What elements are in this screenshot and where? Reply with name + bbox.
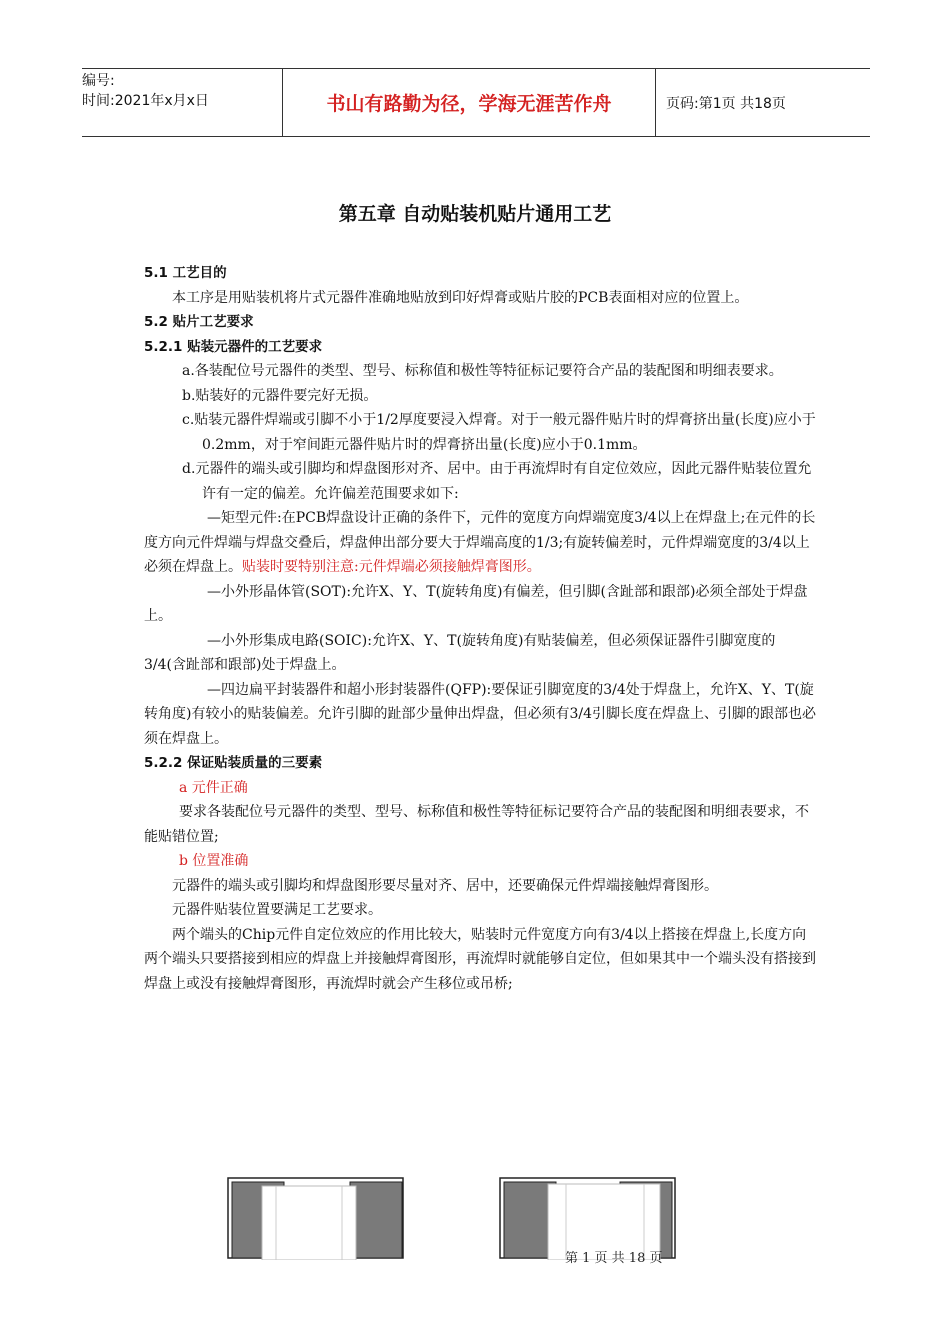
rect-component-paragraph	[144, 506, 816, 580]
header-left	[82, 69, 282, 136]
number-label: 编号:	[82, 73, 115, 89]
section-5-2-heading: 5.2 贴片工艺要求	[144, 314, 254, 330]
page-footer: 第 1 页 共 18 页	[565, 1251, 663, 1266]
section-5-2-1-heading: 5.2.1 贴装元器件的工艺要求	[144, 338, 323, 355]
list-item-a: a.各装配位号元器件的类型、型号、标称值和极性等特征标记要符合产品的装配图和明细表要求。	[182, 363, 783, 379]
rect-component-text: —矩型元件:在PCB焊盘设计正确的条件下，元件的宽度方向焊端宽度3/4以上在焊盘上;在元件的长度方向元件焊端与焊盘交叠后，焊盘伸出部分要大于焊端高度的1/3;有旋转偏差时，元件焊端宽度的3/4以上必须在焊盘上。	[144, 510, 816, 575]
pad-left-2	[350, 1182, 402, 1258]
sub-b-text-1: 元器件的端头或引脚均和焊盘图形要尽量对齐、居中，还要确保元件焊端接触焊膏图形。	[172, 877, 718, 894]
sub-a-text: 要求各装配位号元器件的类型、型号、标称值和极性等特征标记要符合产品的装配图和明细表要求，不能贴错位置;	[144, 804, 809, 845]
sub-b-text-3: 两个端头的Chip元件自定位效应的作用比较大，贴装时元件宽度方向有3/4以上搭接在焊盘上,长度方向两个端头只要搭接到相应的焊盘上并接触焊膏图形，再流焊时就能够自定位，但如果其中一个端头没有搭接到焊盘上或没有接触焊膏图形，再流焊时就会产生移位或吊桥;	[144, 926, 816, 992]
sub-a-heading: a 元件正确	[179, 779, 248, 796]
time-label: 时间:2021年x月x日	[82, 93, 209, 109]
section-5-1-heading: 5.1 工艺目的	[144, 265, 227, 281]
sub-b-text-2: 元器件贴装位置要满足工艺要求。	[172, 902, 382, 918]
sub-b-heading: b 位置准确	[179, 853, 249, 869]
section-5-2-2-heading: 5.2.2 保证贴装质量的三要素	[144, 755, 323, 771]
chip-placement-figure	[0, 1160, 950, 1260]
chapter-title: 第五章 自动贴装机贴片通用工艺	[338, 203, 612, 225]
sot-paragraph: —小外形晶体管(SOT):允许X、Y、T(旋转角度)有偏差，但引脚(含趾部和跟部)必须全部处于焊盘上。	[144, 583, 808, 624]
chip-figure-left	[228, 1178, 403, 1260]
header-page-info: 页码:第1页 共18页	[666, 95, 786, 112]
document-body	[144, 261, 816, 996]
page-header	[82, 68, 870, 137]
list-item-b: b.贴装好的元器件要完好无损。	[182, 387, 378, 404]
qfp-paragraph: —四边扁平封装器件和超小形封装器件(QFP):要保证引脚宽度的3/4处于焊盘上，允许X、Y、T(旋转角度)有较小的贴装偏差。允许引脚的趾部少量伸出焊盘，但必须有3/4引脚长度在焊盘上、引脚的跟部也必须在焊盘上。	[144, 681, 816, 747]
list-item-c: c.贴装元器件焊端或引脚不小于1/2厚度要浸入焊膏。对于一般元器件贴片时的焊膏挤出量(长度)应小于0.2mm，对于窄间距元器件贴片时的焊膏挤出量(长度)应小于0.1mm。	[182, 412, 816, 453]
section-5-1-text: 本工序是用贴装机将片式元器件准确地贴放到印好焊膏或贴片胶的PCB表面相对应的位置上。	[172, 289, 749, 306]
rect-component-note: 贴装时要特别注意:元件焊端必须接触焊膏图形。	[242, 559, 541, 575]
header-motto: 书山有路勤为径，学海无涯苦作舟	[282, 69, 656, 136]
soic-paragraph: —小外形集成电路(SOIC):允许X、Y、T(旋转角度)有贴装偏差，但必须保证器件引脚宽度的3/4(含趾部和跟部)处于焊盘上。	[144, 632, 776, 673]
list-item-d: d.元器件的端头或引脚均和焊盘图形对齐、居中。由于再流焊时有自定位效应，因此元器件贴装位置允许有一定的偏差。允许偏差范围要求如下:	[182, 461, 812, 502]
